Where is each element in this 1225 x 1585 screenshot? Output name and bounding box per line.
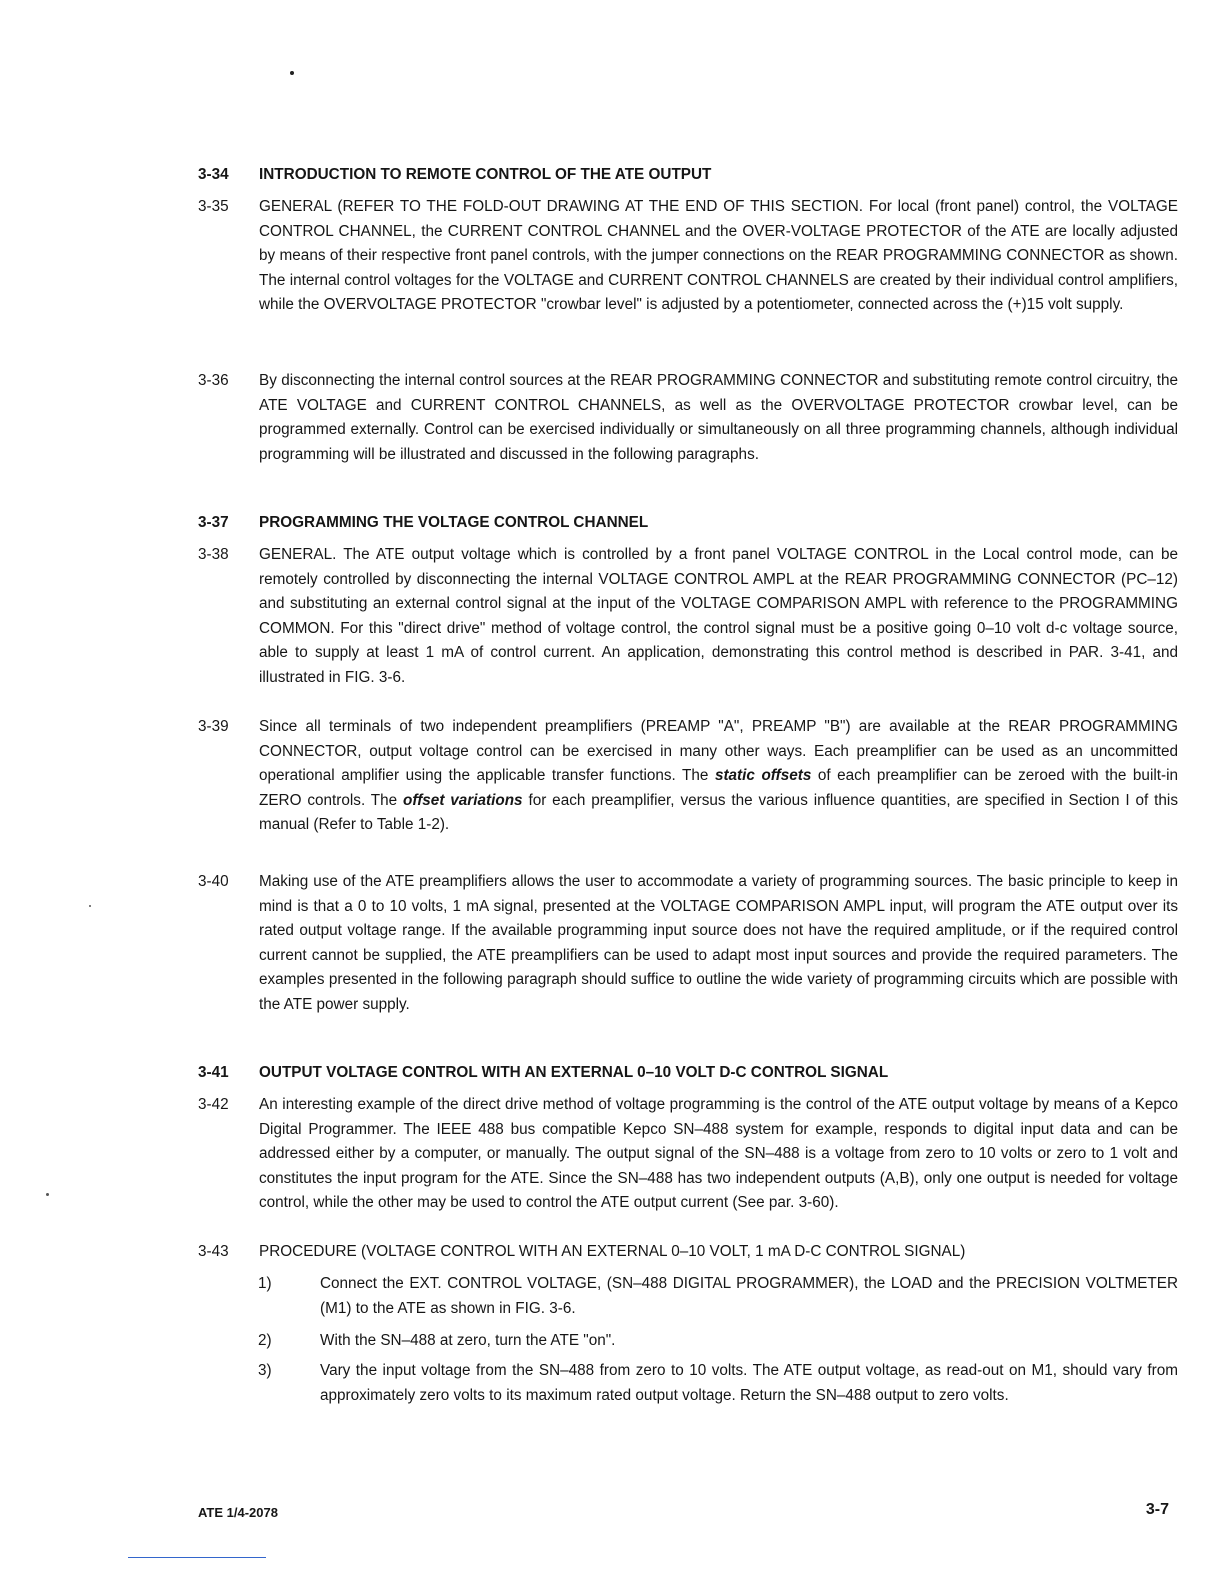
paragraph-3-43 [198,1240,1178,1265]
section-heading-3-34 [198,163,1178,188]
paragraph-text: GENERAL. The ATE output voltage which is controlled by a front panel VOLTAGE CONTROL in the Local control mode, can be remotely controlled by disconnecting the internal VOLTAGE CONTROL AMPL at the REAR PROGRAMMING CONNECTOR (PC–12) and substituting an external control signal at the input of the VOLTAGE COMPARISON AMPL with reference to the PROGRAMMING COMMON. For this "direct drive" method of voltage control, the control signal must be a positive going 0–10 volt d-c voltage source, able to supply at least 1 mA of control current. An application, demonstrating this control method is described in PAR. 3-41, and illustrated in FIG. 3-6. [259,546,1178,686]
paragraph-text [259,715,1178,838]
procedure-step-2 [257,1329,1178,1354]
paragraph-text-part: Since all terminals of two independent preamplifiers (PREAMP "A", PREAMP "B") are available at the REAR PROGRAMMING CONNECTOR, output voltage control can be exercised in many other ways. Each preamplifier can be used as an uncommitted operational amplifier using the applicable transfer functions. The [259,718,1178,784]
paragraph-3-38 [198,543,1178,690]
paragraph-3-42 [198,1093,1178,1216]
scan-speck [46,1193,49,1196]
step-text: Connect the EXT. CONTROL VOLTAGE, (SN–488 DIGITAL PROGRAMMER), the LOAD and the PRECISION VOLTMETER (M1) to the ATE as shown in FIG. 3-6. [320,1275,1178,1317]
paragraph-3-36 [198,369,1178,467]
paragraph-text: Making use of the ATE preamplifiers allows the user to accommodate a variety of programming sources. The basic principle to keep in mind is that a 0 to 10 volts, 1 mA signal, presented at the VOLTAGE COMPARISON AMPL input, will program the ATE output over its rated output voltage range. If the available programming input source does not have the required amplitude, or if the required control current cannot be supplied, the ATE preamplifiers can be used to adapt most input sources and provide the required parameters. The examples presented in the following paragraph should suffice to outline the wide variety of programming circuits which are possible with the ATE power supply. [259,873,1178,1013]
section-title: OUTPUT VOLTAGE CONTROL WITH AN EXTERNAL 0–10 VOLT D-C CONTROL SIGNAL [259,1064,889,1081]
paragraph-text: PROCEDURE (VOLTAGE CONTROL WITH AN EXTERNAL 0–10 VOLT, 1 mA D-C CONTROL SIGNAL) [259,1243,966,1260]
paragraph-number: 3-43 [198,1243,229,1260]
footer-page-number: 3-7 [1145,1501,1169,1518]
section-heading-3-37 [198,511,1178,536]
scan-speck [290,71,294,75]
paragraph-text-part: for each preamplifier, versus the various influence quantities, are specified in Section I of this manual (Refer to Table 1-2). [259,791,1178,833]
paragraph-3-40 [198,870,1178,1017]
emphasis-static-offsets: static offsets [714,767,812,784]
paragraph-3-35 [198,195,1178,318]
paragraph-text: GENERAL (REFER TO THE FOLD-OUT DRAWING AT THE END OF THIS SECTION. For local (front panel) control, the VOLTAGE CONTROL CHANNEL, the CURRENT CONTROL CHANNEL and the OVER-VOLTAGE PROTECTOR of the ATE are locally adjusted by means of their respective front panel controls, with the jumper connections on the REAR PROGRAMMING CONNECTOR as shown. The internal control voltages for the VOLTAGE and CURRENT CONTROL CHANNELS are created by their individual control amplifiers, while the OVERVOLTAGE PROTECTOR "crowbar level" is adjusted by a potentiometer, connected across the (+)15 volt supply. [259,198,1178,313]
emphasis-offset-variations: offset variations [403,791,523,809]
step-number: 2) [258,1332,272,1349]
paragraph-text: An interesting example of the direct drive method of voltage programming is the control of the ATE output voltage by means of a Kepco Digital Programmer. The IEEE 488 bus compatible Kepco SN–488 system for example, responds to digital input data and can be addressed either by a computer, or manually. The output signal of the SN–488 is a voltage from zero to 10 volts or zero to 1 volt and constitutes the input program for the ATE. Since the SN–488 has two independent outputs (A,B), only one output is needed for voltage control, while the other may be used to control the ATE output current (See par. 3-60). [259,1096,1178,1211]
procedure-step-3 [257,1359,1178,1408]
paragraph-number: 3-35 [198,198,229,215]
step-number: 3) [258,1362,272,1379]
paragraph-number: 3-38 [198,546,229,563]
section-heading-3-41 [198,1061,1178,1086]
paragraph-number: 3-42 [198,1096,229,1113]
link-underline [128,1557,266,1558]
section-title: PROGRAMMING THE VOLTAGE CONTROL CHANNEL [259,514,649,531]
scan-speck [89,905,91,907]
step-text: With the SN–488 at zero, turn the ATE "on". [320,1332,616,1349]
step-text: Vary the input voltage from the SN–488 from zero to 10 volts. The ATE output voltage, as read-out on M1, should vary from approximately zero volts to its maximum rated output voltage. Return the SN–488 output to zero volts. [320,1362,1178,1404]
paragraph-text-part: of each preamplifier can be zeroed with the built-in ZERO controls. The [259,767,1178,809]
paragraph-number: 3-36 [198,372,229,389]
section-number: 3-37 [198,514,229,531]
paragraph-number: 3-39 [198,718,229,735]
section-number: 3-34 [198,166,229,183]
paragraph-3-39 [198,715,1178,838]
paragraph-number: 3-40 [198,873,229,890]
section-number: 3-41 [198,1064,229,1081]
footer-document-id: ATE 1/4-2078 [198,1505,278,1520]
paragraph-text: By disconnecting the internal control sources at the REAR PROGRAMMING CONNECTOR and substituting remote control circuitry, the ATE VOLTAGE and CURRENT CONTROL CHANNELS, as well as the OVERVOLTAGE PROTECTOR crowbar level, can be programmed externally. Control can be exercised individually or simultaneously on all three programming channels, although individual programming will be illustrated and discussed in the following paragraphs. [259,372,1178,463]
section-title: INTRODUCTION TO REMOTE CONTROL OF THE ATE OUTPUT [259,166,712,183]
step-number: 1) [258,1275,272,1292]
procedure-step-1 [257,1272,1178,1321]
